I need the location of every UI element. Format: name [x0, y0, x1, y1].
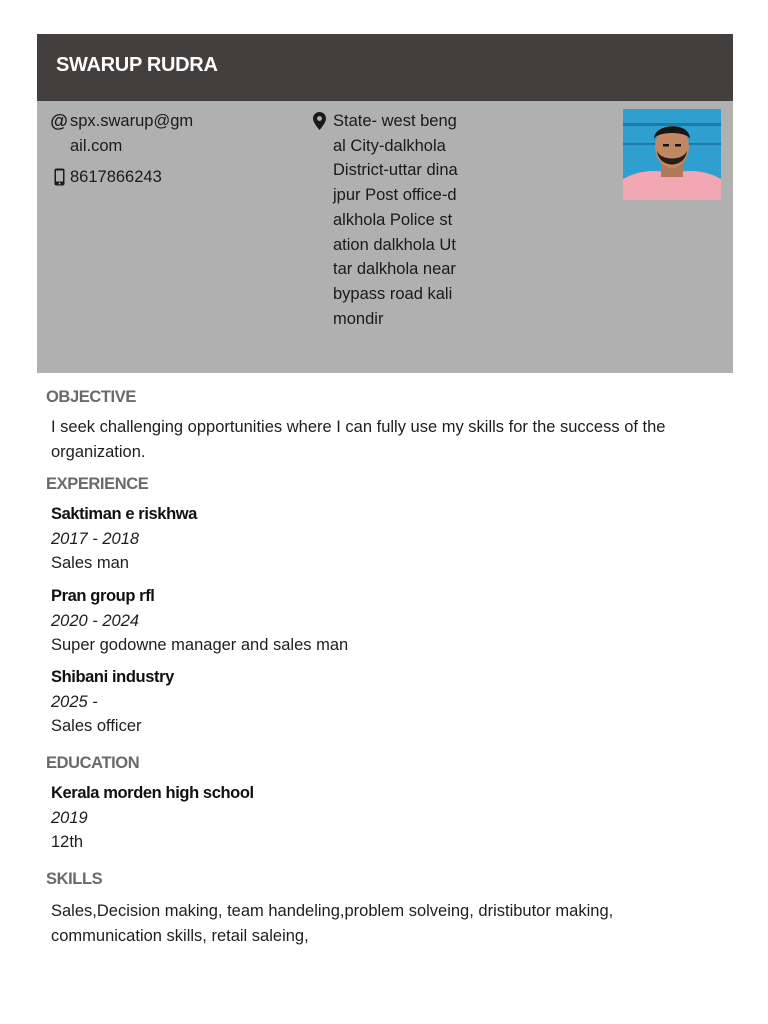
- phone-number[interactable]: 8617866243: [70, 168, 162, 186]
- skills-heading: SKILLS: [46, 870, 103, 888]
- experience-role: Sales man: [51, 554, 129, 572]
- resume-header: [37, 34, 733, 101]
- postal-address: State- west bengal City-dalkhola District-uttar dinajpur Post office-dalkhola Police station dalkhola Uttar dalkhola near bypass road kali mondir: [333, 112, 458, 328]
- skills-text: Sales,Decision making, team handeling,problem solveing, dristibutor making, communication skills, retail saleing,: [51, 902, 614, 945]
- experience-dates: 2017 - 2018: [51, 530, 140, 548]
- experience-role: Super godowne manager and sales man: [51, 636, 349, 654]
- education-grade: 12th: [51, 833, 84, 851]
- mobile-phone-icon: [50, 168, 68, 186]
- experience-company: Shibani industry: [51, 668, 174, 686]
- experience-company: Saktiman e riskhwa: [51, 505, 197, 523]
- objective-text: I seek challenging opportunities where I can fully use my skills for the success of the organization.: [51, 418, 666, 461]
- objective-heading: OBJECTIVE: [46, 388, 136, 406]
- experience-dates: 2020 - 2024: [51, 612, 140, 630]
- candidate-name: SWARUP RUDRA: [56, 54, 218, 76]
- education-year: 2019: [51, 809, 88, 827]
- education-heading: EDUCATION: [46, 754, 140, 772]
- at-sign-icon: @: [50, 111, 68, 131]
- profile-photo: [623, 109, 721, 200]
- map-pin-icon: [310, 112, 328, 130]
- contact-band: [37, 101, 733, 373]
- email-address[interactable]: spx.swarup@gmail.com: [70, 112, 194, 155]
- experience-company: Pran group rfl: [51, 587, 155, 605]
- experience-dates: 2025 -: [51, 693, 98, 711]
- experience-role: Sales officer: [51, 717, 142, 735]
- experience-heading: EXPERIENCE: [46, 475, 149, 493]
- education-school: Kerala morden high school: [51, 784, 254, 802]
